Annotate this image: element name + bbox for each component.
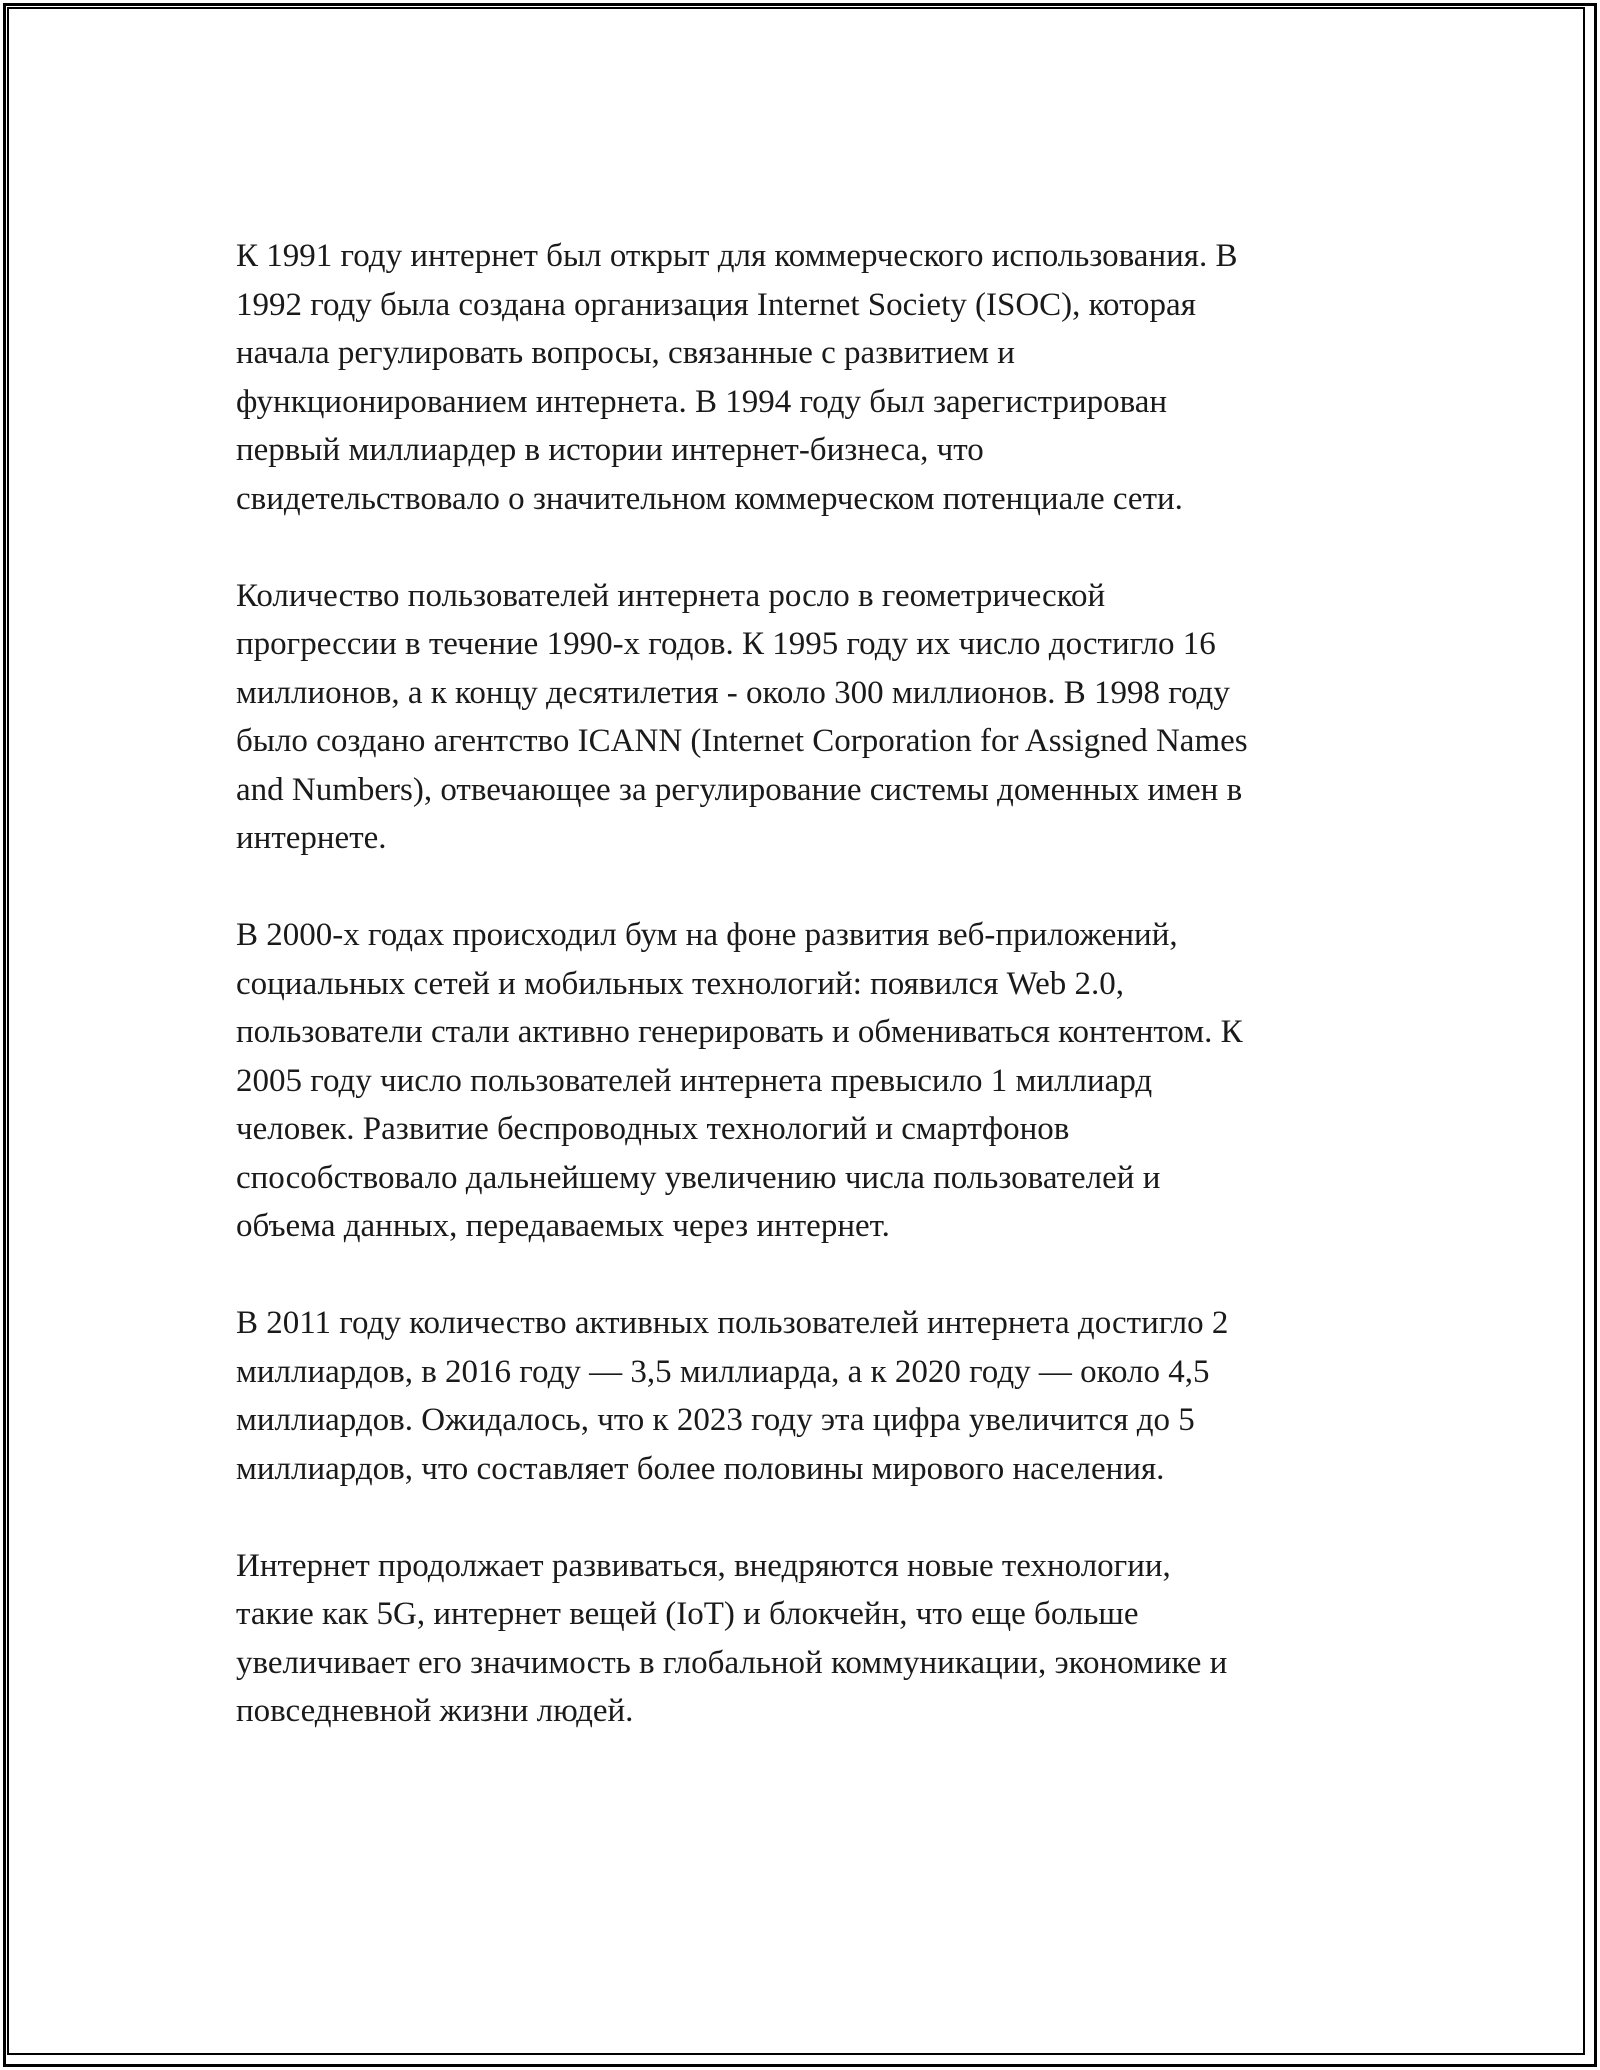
document-body bbox=[236, 232, 1376, 1784]
paragraph-5: Интернет продолжает развиваться, внедряются новые технологии, такие как 5G, интернет вещей (IoT) и блокчейн, что еще больше увеличивает его значимость в глобальной коммуникации, экономике и повседневной жизни людей. bbox=[236, 1547, 1228, 1729]
paragraph-2: Количество пользователей интернета росло в геометрической прогрессии в течение 1990-х годов. К 1995 году их число достигло 16 миллионов, а к концу десятилетия - около 300 миллионов. В 1998 году было создано агентство ICANN (Internet Corporation for Assigned Names and Numbers), отвечающее за регулирование системы доменных имен в интернете. bbox=[236, 577, 1248, 856]
paragraph-4: В 2011 году количество активных пользователей интернета достигло 2 миллиардов, в 2016 году — 3,5 миллиарда, а к 2020 году — около 4,5 миллиардов. Ожидалось, что к 2023 году эта цифра увеличится до 5 миллиардов, что составляет более половины мирового населения. bbox=[236, 1305, 1229, 1487]
paragraph-3: В 2000-х годах происходил бум на фоне развития веб-приложений, социальных сетей и мобильных технологий: появился Web 2.0, пользователи стали активно генерировать и обмениваться контентом. К 2005 году число пользователей интернета превысило 1 миллиард человек. Развитие беспроводных технологий и смартфонов способствовало дальнейшему увеличению числа пользователей и объема данных, передаваемых через интернет. bbox=[236, 917, 1243, 1244]
paragraph-1: К 1991 году интернет был открыт для коммерческого использования. В 1992 году была создана организация Internet Society (ISOC), которая начала регулировать вопросы, связанные с развитием и функционированием интернета. В 1994 году был зарегистрирован первый миллиардер в истории интернет-бизнеса, что свидетельствовало о значительном коммерческом потенциале сети. bbox=[236, 238, 1238, 517]
